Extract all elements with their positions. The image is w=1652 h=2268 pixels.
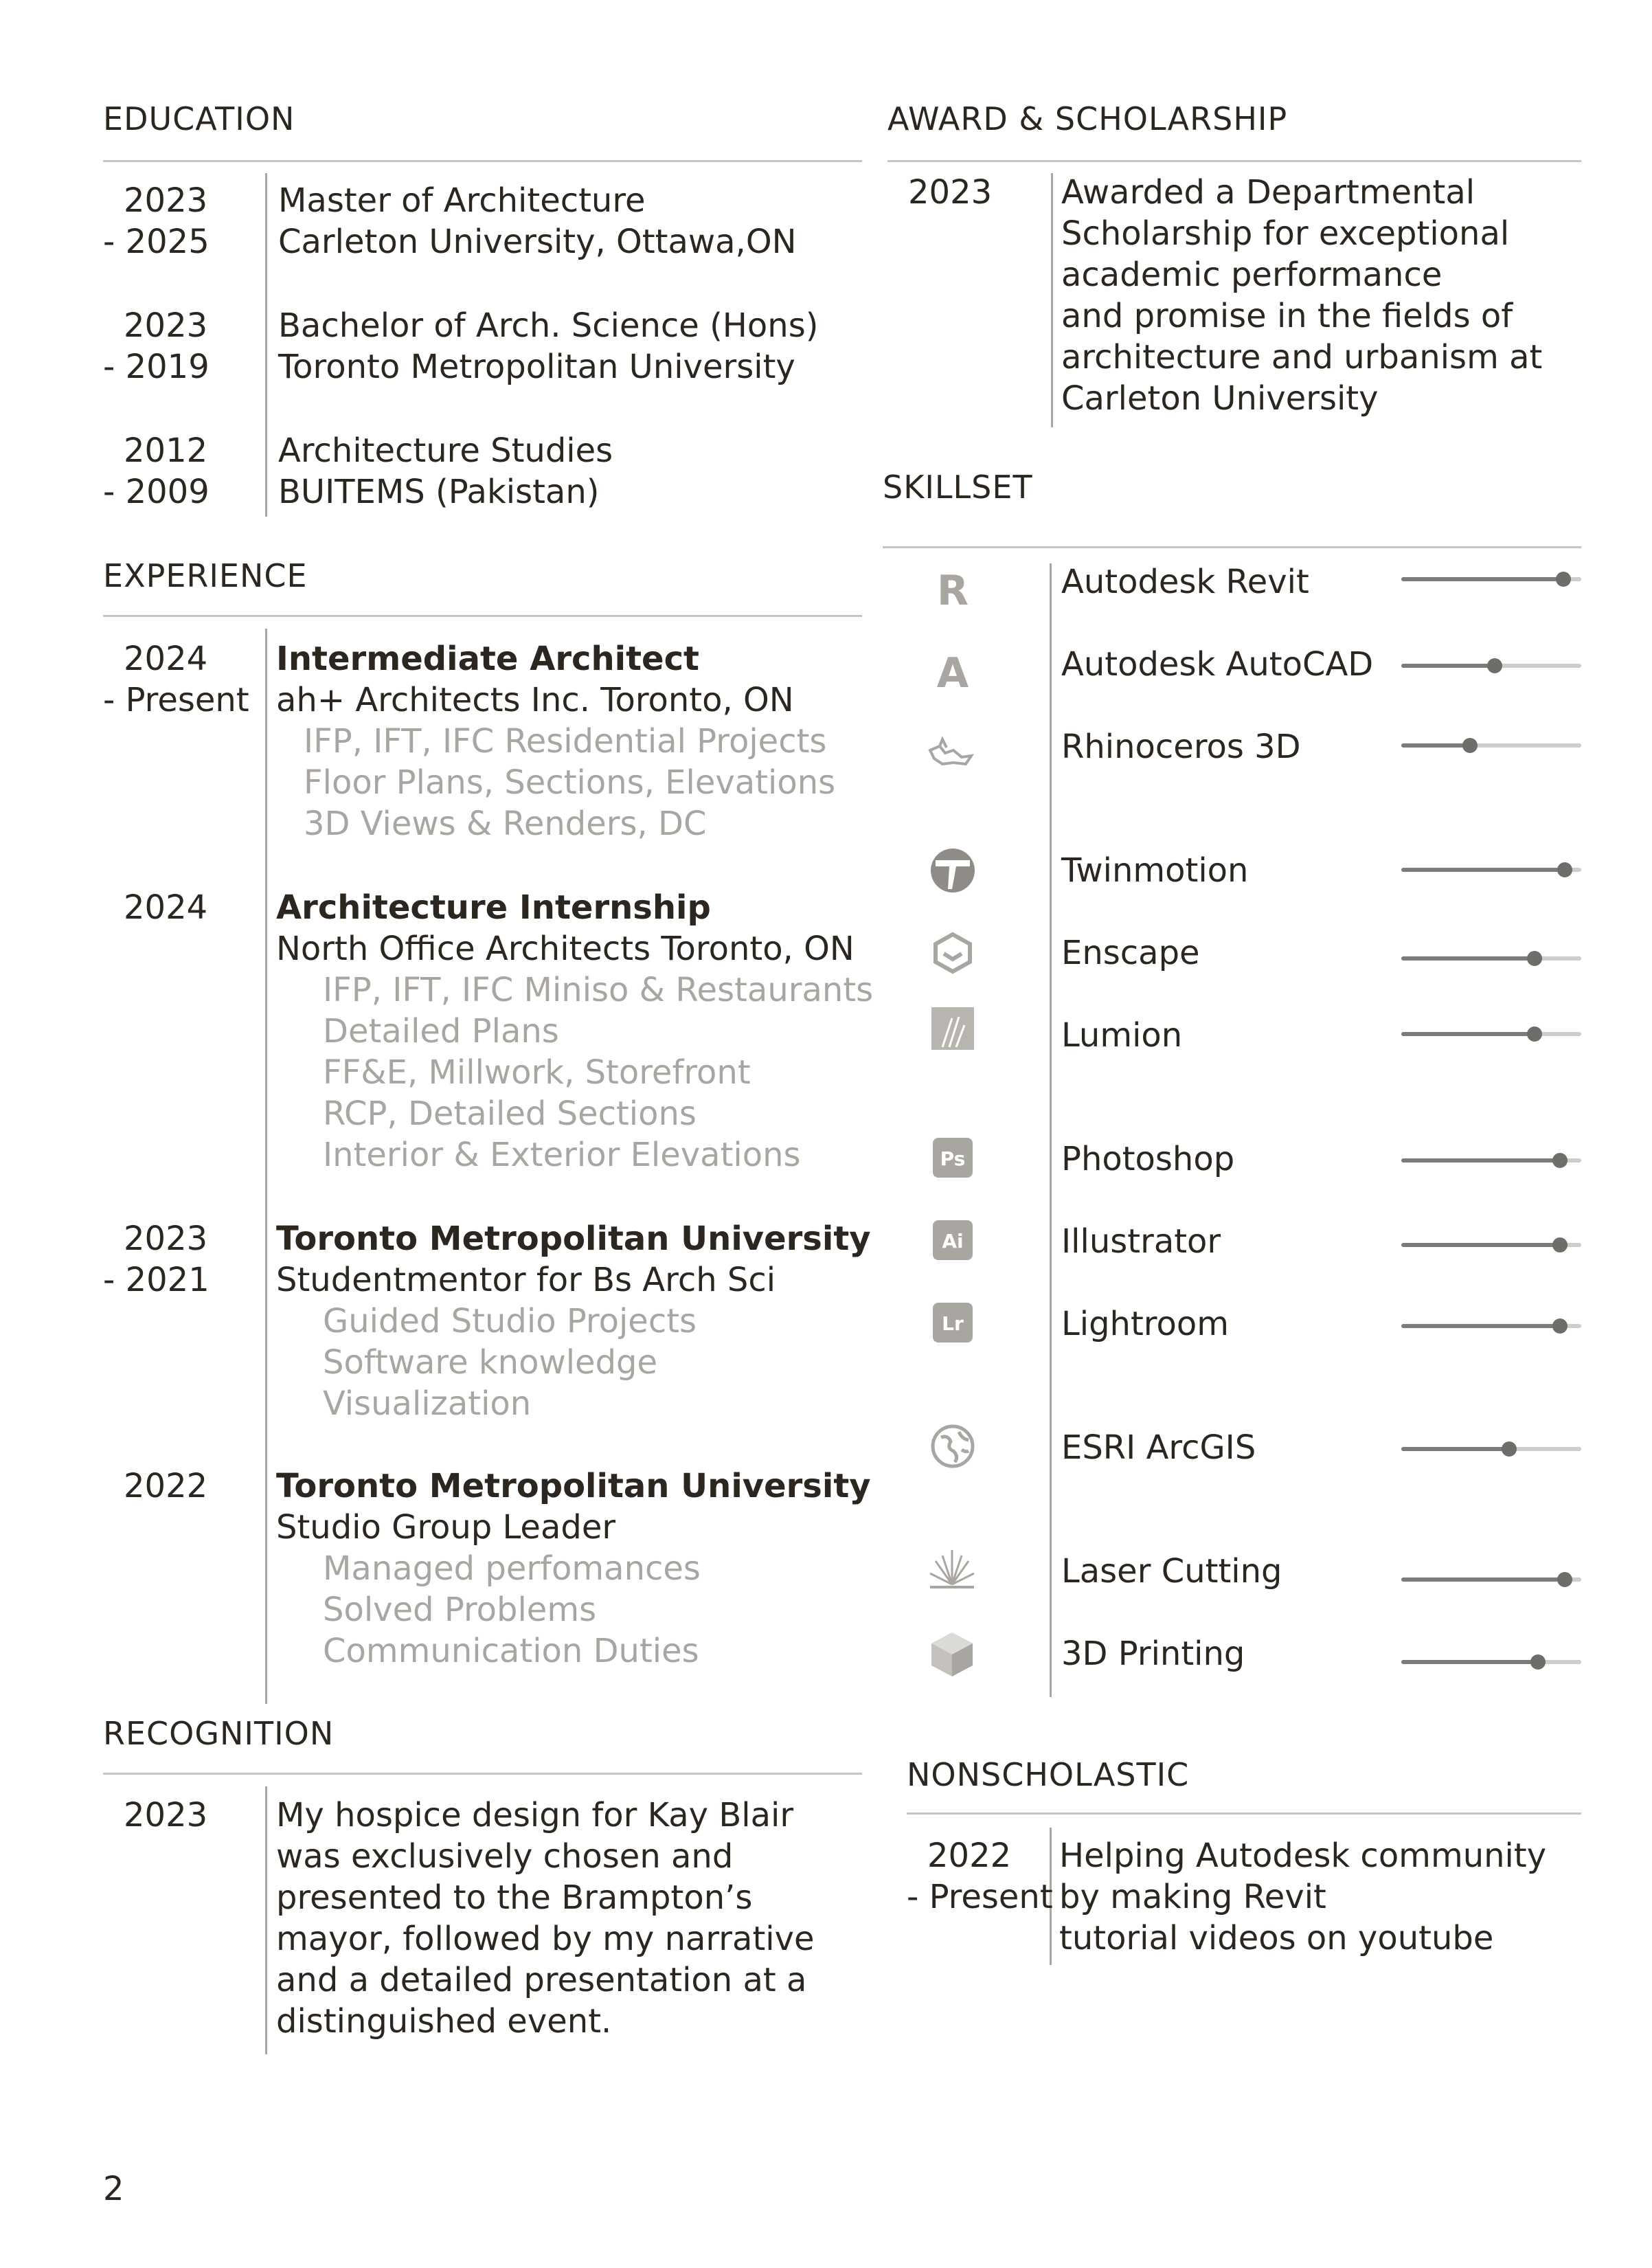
skill-name: Photoshop — [1061, 1140, 1235, 1178]
experience-detail: 3D Views & Renders, DC — [304, 805, 707, 843]
experience-detail: Communication Duties — [323, 1632, 699, 1670]
skill-level-marker — [1552, 1318, 1568, 1334]
recognition-timeline — [265, 1786, 267, 2054]
skill-level-bar — [1401, 1578, 1581, 1582]
skill-level-fill — [1401, 1660, 1538, 1664]
skill-level-fill — [1401, 1158, 1560, 1163]
experience-org: North Office Architects Toronto, ON — [276, 930, 855, 968]
skill-level-fill — [1401, 1324, 1560, 1328]
page-number: 2 — [103, 2170, 124, 2208]
education-degree: Bachelor of Arch. Science (Hons) — [278, 306, 819, 345]
skill-level-marker — [1502, 1441, 1517, 1457]
recognition-line: distinguished event. — [276, 2002, 612, 2041]
education-year-end: - 2009 — [103, 473, 210, 511]
experience-year-start: 2023 — [124, 1220, 208, 1258]
award-timeline — [1051, 173, 1053, 427]
skill-level-bar — [1401, 664, 1581, 668]
education-title: EDUCATION — [103, 100, 295, 137]
recognition-year: 2023 — [124, 1796, 208, 1834]
skill-level-bar — [1401, 1660, 1581, 1664]
experience-detail: RCP, Detailed Sections — [323, 1094, 697, 1133]
award-line: and promise in the fields of — [1061, 297, 1513, 335]
svg-text:R: R — [936, 567, 969, 613]
photoshop-icon — [931, 1136, 980, 1184]
skill-level-fill — [1401, 1447, 1509, 1451]
skill-level-marker — [1462, 738, 1478, 753]
experience-org: Studio Group Leader — [276, 1508, 616, 1547]
globe-icon — [929, 1422, 977, 1470]
skill-level-fill — [1401, 577, 1563, 581]
skill-level-bar — [1401, 1032, 1581, 1036]
experience-role: Architecture Internship — [276, 888, 711, 927]
autocad-icon — [929, 647, 977, 695]
recognition-line: mayor, followed by my narrative — [276, 1920, 815, 1958]
experience-detail: Interior & Exterior Elevations — [323, 1136, 801, 1174]
skill-level-fill — [1401, 1243, 1560, 1247]
svg-text:A: A — [936, 649, 969, 695]
twinmotion-icon — [929, 846, 977, 895]
experience-detail: IFP, IFT, IFC Residential Projects — [304, 722, 827, 761]
education-timeline — [265, 173, 267, 517]
nonscholastic-line: Helping Autodesk community — [1059, 1837, 1547, 1875]
nonscholastic-line: by making Revit — [1059, 1878, 1326, 1916]
experience-role: Intermediate Architect — [276, 640, 699, 678]
recognition-divider — [103, 1773, 862, 1775]
skill-name: ESRI ArcGIS — [1061, 1428, 1256, 1467]
award-line: Awarded a Departmental — [1061, 173, 1475, 212]
education-divider — [103, 160, 862, 162]
skill-name: 3D Printing — [1061, 1635, 1245, 1673]
award-year: 2023 — [908, 173, 993, 212]
experience-divider — [103, 615, 862, 617]
skill-name: Twinmotion — [1061, 851, 1249, 890]
skill-level-fill — [1401, 664, 1495, 668]
revit-icon — [929, 565, 977, 613]
recognition-line: was exclusively chosen and — [276, 1837, 734, 1876]
education-year-start: 2023 — [124, 306, 208, 345]
experience-detail: FF&E, Millwork, Storefront — [323, 1053, 751, 1092]
experience-role: Toronto Metropolitan University — [276, 1220, 871, 1258]
award-divider — [887, 160, 1581, 162]
experience-detail: IFP, IFT, IFC Miniso & Restaurants — [323, 971, 874, 1009]
skill-level-bar — [1401, 956, 1581, 961]
experience-detail: Visualization — [323, 1384, 532, 1423]
skill-name: Laser Cutting — [1061, 1552, 1282, 1591]
award-line: Scholarship for exceptional — [1061, 214, 1510, 253]
experience-detail: Detailed Plans — [323, 1012, 559, 1051]
svg-text:Lr: Lr — [942, 1312, 964, 1335]
skill-level-fill — [1401, 743, 1470, 748]
nonscholastic-year-end: - Present — [907, 1878, 1053, 1916]
experience-org: Studentmentor for Bs Arch Sci — [276, 1261, 776, 1299]
svg-text:Ps: Ps — [940, 1147, 966, 1170]
lightroom-icon — [931, 1301, 980, 1349]
skill-level-marker — [1530, 1654, 1546, 1670]
award-line: architecture and urbanism at — [1061, 338, 1543, 377]
skill-level-fill — [1401, 956, 1535, 961]
skill-level-bar — [1401, 1243, 1581, 1247]
skillset-title: SKILLSET — [883, 469, 1033, 506]
experience-title: EXPERIENCE — [103, 557, 308, 594]
skill-name: Enscape — [1061, 934, 1200, 972]
skill-level-marker — [1557, 1572, 1572, 1587]
experience-year-end: - 2021 — [103, 1261, 210, 1299]
experience-detail: Managed perfomances — [323, 1549, 701, 1588]
skill-level-fill — [1401, 868, 1565, 872]
education-year-end: - 2019 — [103, 348, 210, 386]
enscape-icon — [929, 929, 977, 977]
skill-level-bar — [1401, 868, 1581, 872]
rhinoceros-icon — [926, 730, 974, 778]
experience-year-start: 2024 — [124, 888, 208, 927]
skill-name: Lumion — [1061, 1016, 1183, 1055]
experience-role: Toronto Metropolitan University — [276, 1467, 871, 1505]
skill-level-bar — [1401, 1447, 1581, 1451]
skill-name: Illustrator — [1061, 1222, 1221, 1261]
experience-year-start: 2022 — [124, 1467, 208, 1505]
experience-timeline — [265, 629, 267, 1704]
education-year-start: 2012 — [124, 431, 208, 470]
skill-name: Autodesk AutoCAD — [1061, 645, 1374, 684]
award-line: Carleton University — [1061, 379, 1379, 418]
skill-level-marker — [1527, 1026, 1542, 1042]
skill-level-marker — [1557, 862, 1572, 877]
cube-icon — [927, 1630, 975, 1678]
education-school: Toronto Metropolitan University — [278, 348, 795, 386]
education-school: BUITEMS (Pakistan) — [278, 473, 600, 511]
education-degree: Architecture Studies — [278, 431, 613, 470]
recognition-line: presented to the Brampton’s — [276, 1878, 753, 1917]
education-year-start: 2023 — [124, 181, 208, 220]
recognition-line: My hospice design for Kay Blair — [276, 1796, 794, 1834]
experience-year-start: 2024 — [124, 640, 208, 678]
skill-name: Rhinoceros 3D — [1061, 728, 1301, 766]
skill-level-fill — [1401, 1578, 1565, 1582]
experience-detail: Guided Studio Projects — [323, 1302, 697, 1340]
skill-name: Lightroom — [1061, 1305, 1229, 1343]
award-line: academic performance — [1061, 256, 1442, 294]
svg-text:Ai: Ai — [942, 1230, 964, 1253]
experience-detail: Software knowledge — [323, 1343, 658, 1382]
award-title: AWARD & SCHOLARSHIP — [887, 100, 1288, 137]
skill-level-marker — [1487, 658, 1502, 673]
skillset-timeline — [1050, 563, 1052, 1697]
laser-icon — [926, 1546, 974, 1594]
skill-level-fill — [1401, 1032, 1535, 1036]
skill-level-marker — [1556, 572, 1571, 587]
skill-level-marker — [1552, 1153, 1568, 1168]
skill-level-bar — [1401, 1324, 1581, 1328]
nonscholastic-divider — [907, 1812, 1581, 1815]
skill-level-marker — [1552, 1237, 1568, 1253]
experience-detail: Floor Plans, Sections, Elevations — [304, 763, 836, 802]
skill-level-bar — [1401, 577, 1581, 581]
illustrator-icon — [931, 1219, 980, 1267]
skill-level-bar — [1401, 1158, 1581, 1163]
skill-level-marker — [1527, 951, 1542, 966]
experience-year-end: - Present — [103, 681, 249, 719]
lumion-icon — [929, 1004, 977, 1053]
education-school: Carleton University, Ottawa,ON — [278, 223, 797, 261]
nonscholastic-year-start: 2022 — [927, 1837, 1012, 1875]
nonscholastic-line: tutorial videos on youtube — [1059, 1919, 1494, 1957]
education-year-end: - 2025 — [103, 223, 210, 261]
nonscholastic-title: NONSCHOLASTIC — [907, 1756, 1190, 1793]
experience-detail: Solved Problems — [323, 1591, 597, 1629]
skill-name: Autodesk Revit — [1061, 563, 1309, 601]
recognition-title: RECOGNITION — [103, 1715, 335, 1752]
experience-org: ah+ Architects Inc. Toronto, ON — [276, 681, 794, 719]
skill-level-bar — [1401, 743, 1581, 748]
skillset-divider — [883, 546, 1581, 548]
education-degree: Master of Architecture — [278, 181, 646, 220]
recognition-line: and a detailed presentation at a — [276, 1961, 807, 1999]
